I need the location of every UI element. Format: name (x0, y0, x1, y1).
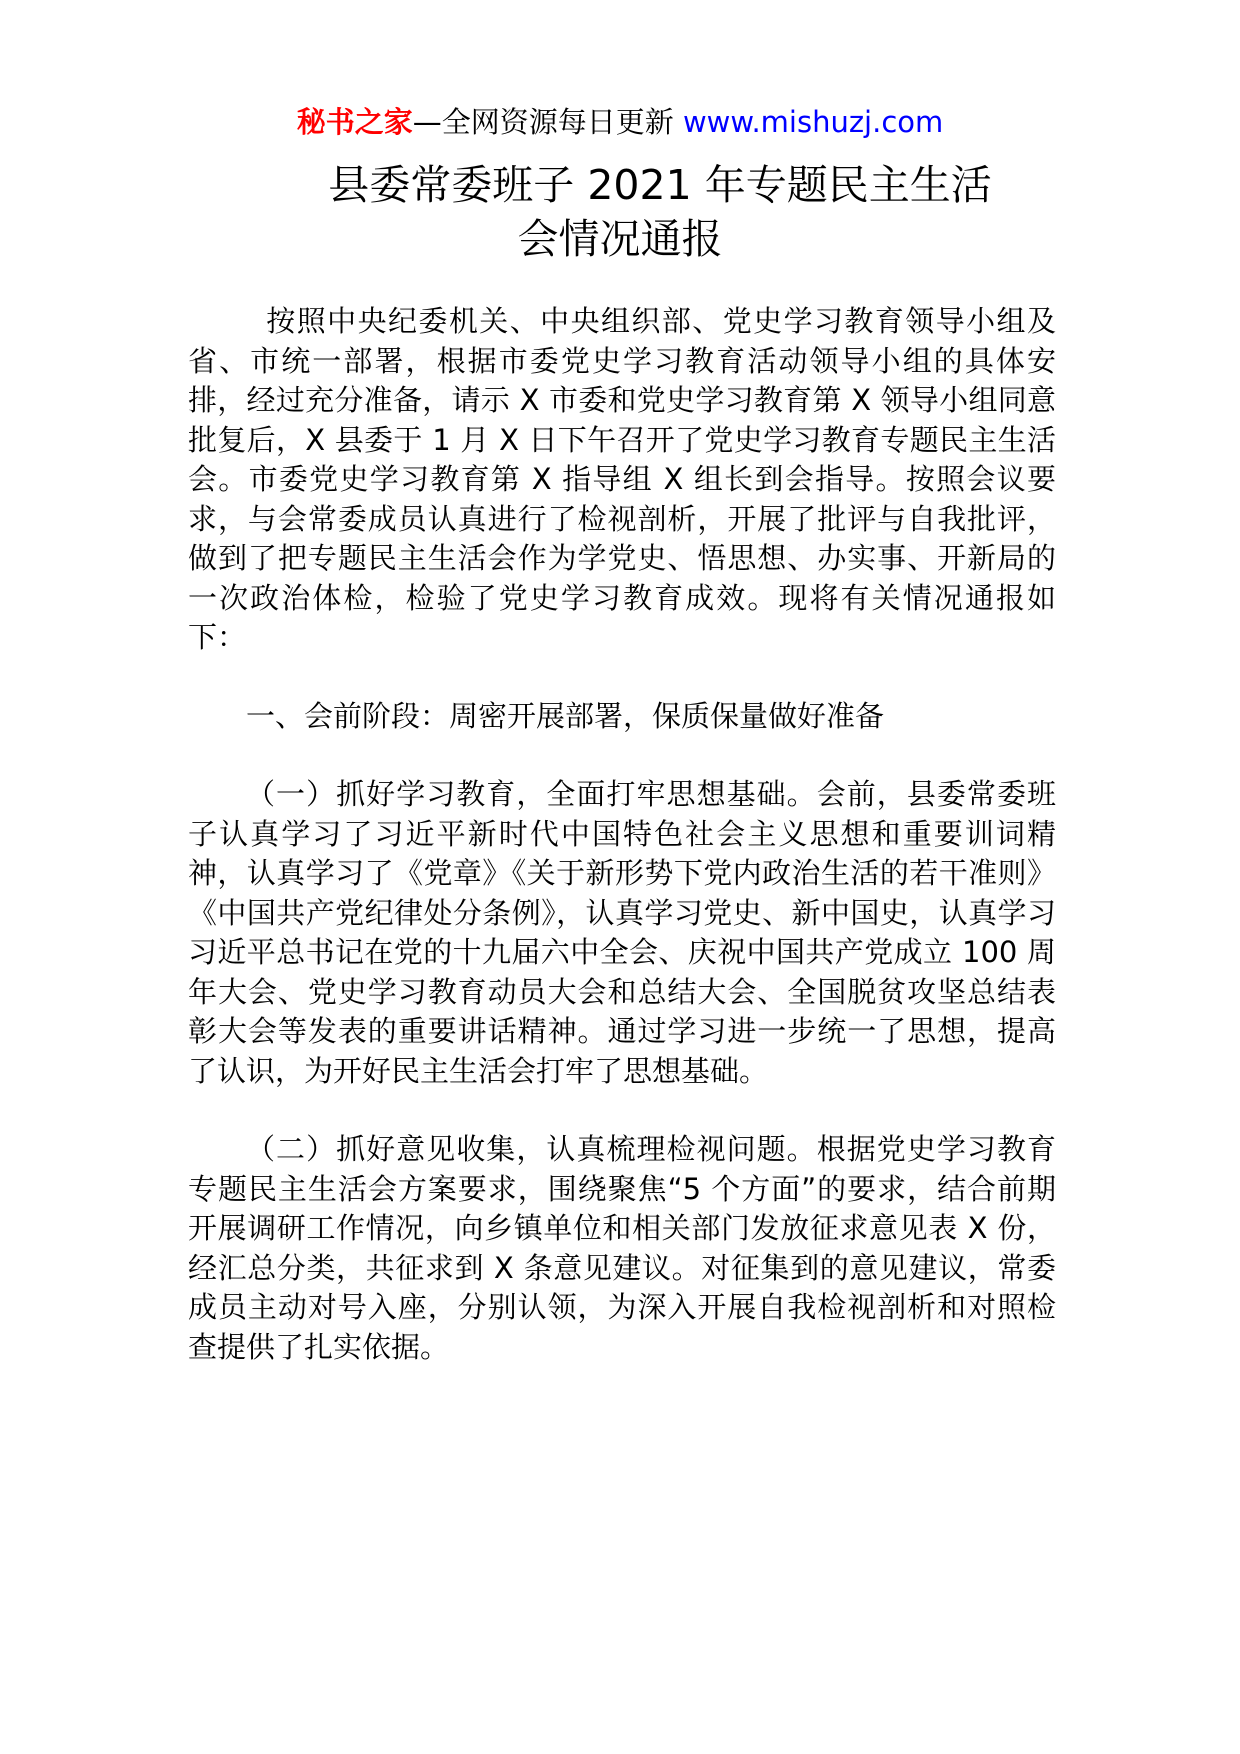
document-body (188, 302, 1056, 1406)
brand-name: 秘书之家 (296, 105, 413, 139)
website-link[interactable]: www.mishuzj.com (682, 105, 944, 139)
body-paragraph: （二）抓好意见收集，认真梳理检视问题。根据党史学习教育专题民主生活会方案要求，围绕聚焦“5 个方面”的要求，结合前期开展调研工作情况，向乡镇单位和相关部门发放征求意见表 X 份，经汇总分类，共征求到 X 条意见建议。对征集到的意见建议，常委成员主动对号入座，分别认领，为深入开展自我检视剖析和对照检查提供了扎实依据。 (188, 1132, 1056, 1364)
source-header (0, 100, 1240, 144)
brand-tagline: —全网资源每日更新 (412, 105, 674, 139)
section-heading: 一、会前阶段：周密开展部署，保质保量做好准备 (246, 698, 885, 733)
body-paragraph: （一）抓好学习教育，全面打牢思想基础。会前，县委常委班子认真学习了习近平新时代中国特色社会主义思想和重要训词精神，认真学习了《党章》《关于新形势下党内政治生活的若干准则》《中国共产党纪律处分条例》，认真学习党史、新中国史，认真学习习近平总书记在党的十九届六中全会、庆祝中国共产党成立 100 周年大会、党史学习教育动员大会和总结大会、全国脱贫攻坚总结表彰大会等发表的重要讲话精神。通过学习进一步统一了思想，提高了认识，为开好民主生活会打牢了思想基础。 (188, 777, 1056, 1088)
title-line-1: 县委常委班子 2021 年专题民主生活 (328, 161, 992, 209)
title-line-2: 会情况通报 (517, 215, 723, 263)
document-title (0, 158, 1240, 266)
intro-paragraph: 按照中央纪委机关、中央组织部、党史学习教育领导小组及省、市统一部署，根据市委党史学习教育活动领导小组的具体安排，经过充分准备，请示 X 市委和党史学习教育第 X 领导小组同意批复后，X 县委于 1 月 X 日下午召开了党史学习教育专题民主生活会。市委党史学习教育第 X 指导组 X 组长到会指导。按照会议要求，与会常委成员认真进行了检视剖析，开展了批评与自我批评，做到了把专题民主生活会作为学党史、悟思想、办实事、开新局的一次政治体检，检验了党史学习教育成效。现将有关情况通报如下： (188, 304, 1056, 654)
